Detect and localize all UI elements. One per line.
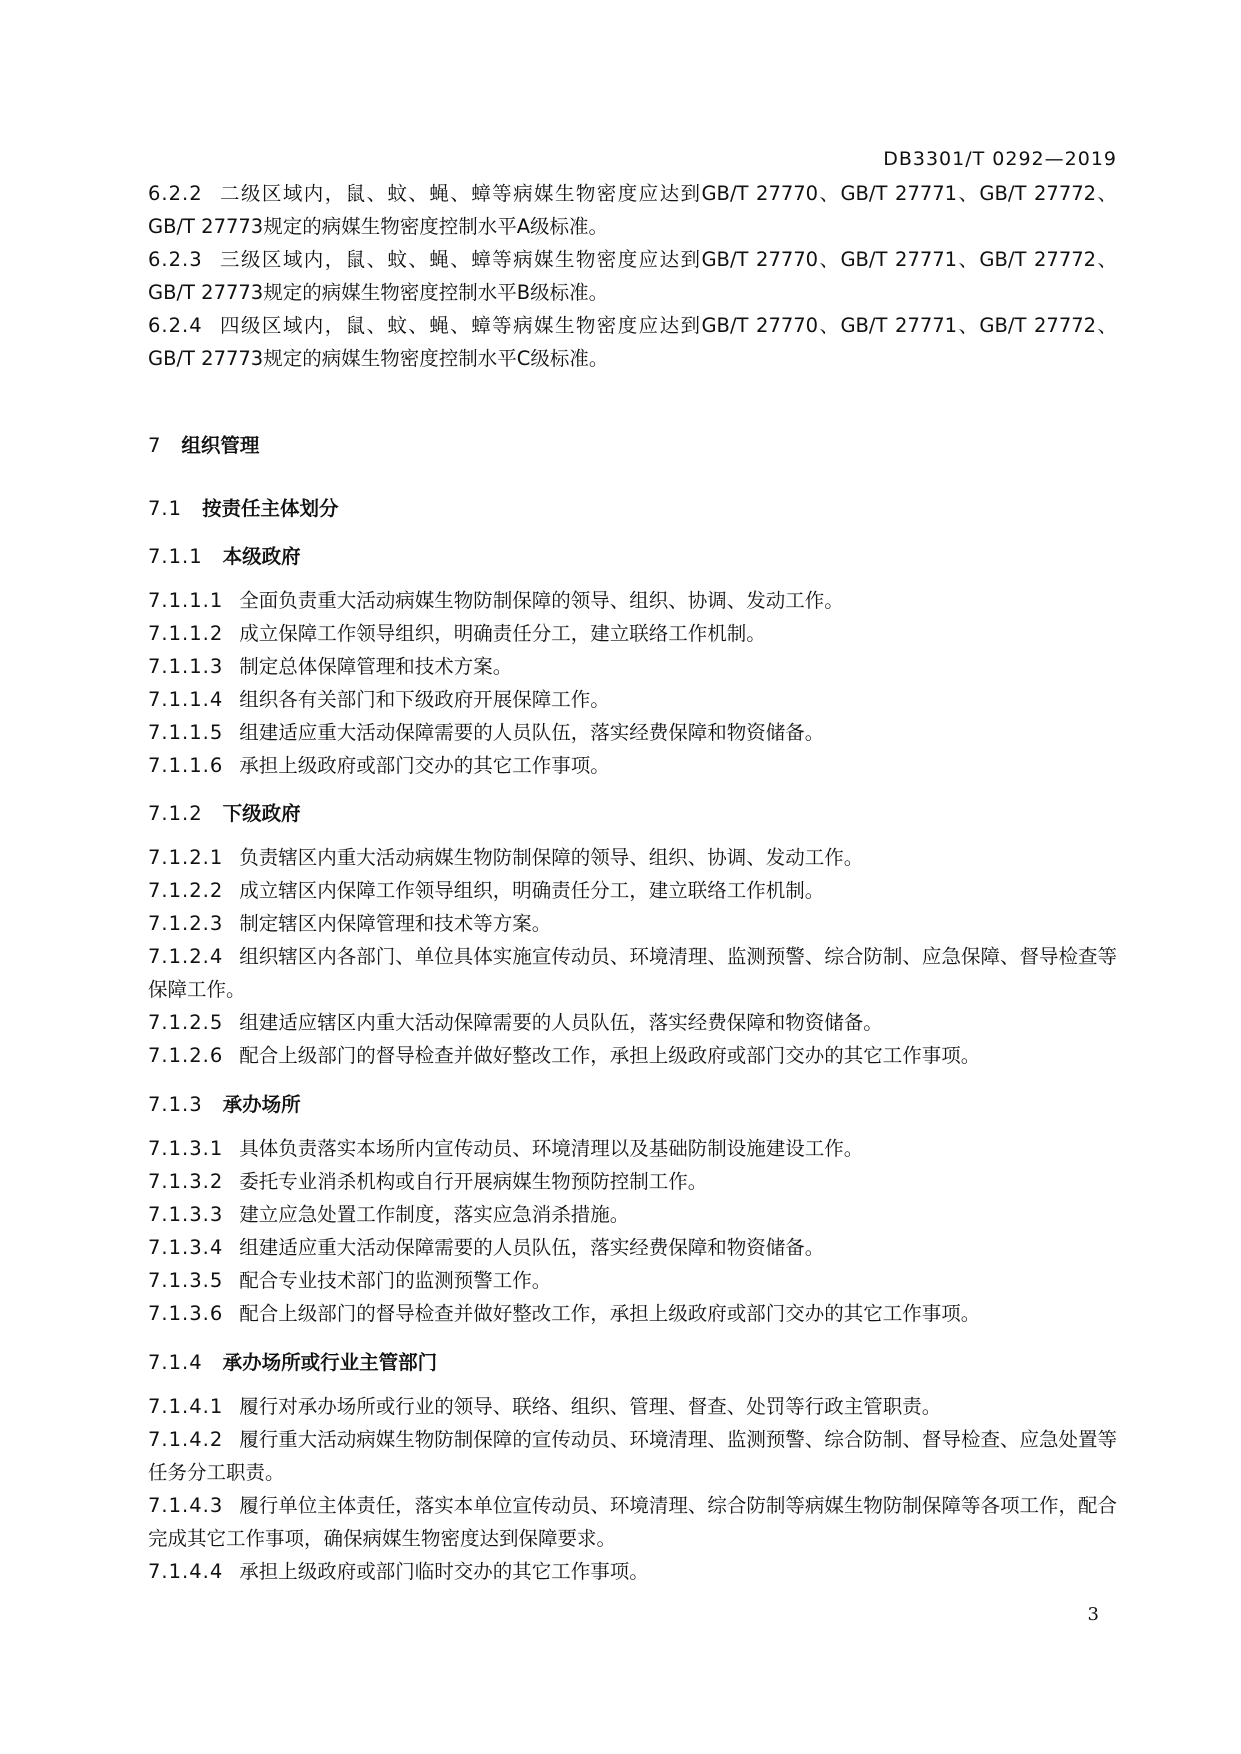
clause-text: 三级区域内，鼠、蚊、蝇、蟑等病媒生物密度应达到GB/T 27770、GB/T 27771、GB/T 27772、GB/T 27773规定的病媒生物密度控制水平B级标准。 [148,248,1117,304]
standard-code: DB3301/T 0292—2019 [883,148,1117,170]
clause-7-1-2-1 [148,842,1117,875]
clause-text: 配合上级部门的督导检查并做好整改工作，承担上级政府或部门交办的其它工作事项。 [239,1302,981,1325]
section-7-1-4-heading [148,1347,437,1375]
clause-6-2-4 [148,310,1117,375]
clause-7-1-3-4 [148,1232,1117,1265]
section-7-1-1-heading [148,541,301,569]
clause-text: 组织各有关部门和下级政府开展保障工作。 [239,688,610,711]
clause-6-2-3 [148,244,1117,309]
clause-7-1-1-2 [148,618,1117,651]
clause-text: 二级区域内，鼠、蚊、蝇、蟑等病媒生物密度应达到GB/T 27770、GB/T 27771、GB/T 27772、GB/T 27773规定的病媒生物密度控制水平A级标准。 [148,182,1117,238]
clause-number: 7.1.4.4 [148,1560,224,1583]
section-number: 7.1.1 [148,545,203,568]
section-number: 7.1.4 [148,1351,203,1374]
section-title: 承办场所或行业主管部门 [222,1351,438,1374]
clause-text: 四级区域内，鼠、蚊、蝇、蟑等病媒生物密度应达到GB/T 27770、GB/T 27771、GB/T 27772、GB/T 27773规定的病媒生物密度控制水平C级标准。 [148,314,1117,370]
clause-7-1-3-1 [148,1133,1117,1166]
section-7-1-3-heading [148,1089,301,1117]
clause-number: 7.1.2.4 [148,945,224,968]
section-title: 按责任主体划分 [202,497,339,520]
section-number: 7 [148,434,162,457]
clause-number: 7.1.1.5 [148,721,224,744]
clause-number: 7.1.2.2 [148,879,224,902]
clause-text: 建立应急处置工作制度，落实应急消杀措施。 [239,1203,630,1226]
clause-7-1-1-5 [148,717,1117,750]
clause-number: 7.1.1.6 [148,754,224,777]
clause-7-1-1-1 [148,585,1117,618]
clause-number: 7.1.4.3 [148,1494,224,1517]
clause-number: 7.1.3.1 [148,1137,224,1160]
clause-7-1-1-6 [148,750,1117,783]
clause-text: 承担上级政府或部门交办的其它工作事项。 [239,754,610,777]
clause-text: 负责辖区内重大活动病媒生物防制保障的领导、组织、协调、发动工作。 [239,846,864,869]
section-title: 本级政府 [222,545,301,568]
clause-number: 6.2.4 [148,314,203,337]
clause-text: 履行单位主体责任，落实本单位宣传动员、环境清理、综合防制等病媒生物防制保障等各项工作，配合完成其它工作事项，确保病媒生物密度达到保障要求。 [148,1494,1117,1550]
clause-7-1-1-4 [148,684,1117,717]
clause-text: 组建适应辖区内重大活动保障需要的人员队伍，落实经费保障和物资储备。 [239,1011,883,1034]
clause-text: 委托专业消杀机构或自行开展病媒生物预防控制工作。 [239,1170,708,1193]
section-number: 7.1 [148,497,183,520]
section-number: 7.1.3 [148,1093,203,1116]
clause-number: 7.1.2.3 [148,912,224,935]
clause-number: 7.1.1.2 [148,622,224,645]
clause-text: 履行重大活动病媒生物防制保障的宣传动员、环境清理、监测预警、综合防制、督导检查、应急处置等任务分工职责。 [148,1428,1117,1484]
clause-text: 组建适应重大活动保障需要的人员队伍，落实经费保障和物资储备。 [239,721,825,744]
clause-text: 承担上级政府或部门临时交办的其它工作事项。 [239,1560,649,1583]
clause-7-1-2-5 [148,1007,1117,1040]
section-title: 组织管理 [181,434,260,457]
clause-7-1-3-6 [148,1298,1117,1331]
section-7-1-2-heading [148,798,301,826]
clause-7-1-2-6 [148,1040,1117,1073]
clause-text: 组建适应重大活动保障需要的人员队伍，落实经费保障和物资储备。 [239,1236,825,1259]
clause-6-2-2 [148,178,1117,243]
clause-number: 7.1.3.4 [148,1236,224,1259]
clause-text: 成立辖区内保障工作领导组织，明确责任分工，建立联络工作机制。 [239,879,825,902]
clause-number: 6.2.2 [148,182,203,205]
clause-text: 具体负责落实本场所内宣传动员、环境清理以及基础防制设施建设工作。 [239,1137,864,1160]
clause-number: 7.1.4.2 [148,1428,224,1451]
clause-7-1-3-3 [148,1199,1117,1232]
clause-7-1-3-2 [148,1166,1117,1199]
clause-7-1-1-3 [148,651,1117,684]
clause-text: 成立保障工作领导组织，明确责任分工，建立联络工作机制。 [239,622,766,645]
clause-number: 7.1.3.5 [148,1269,224,1292]
clause-7-1-3-5 [148,1265,1117,1298]
clause-text: 全面负责重大活动病媒生物防制保障的领导、组织、协调、发动工作。 [239,589,844,612]
clause-number: 7.1.3.2 [148,1170,224,1193]
clause-number: 7.1.2.6 [148,1044,224,1067]
section-number: 7.1.2 [148,802,203,825]
clause-number: 7.1.1.1 [148,589,224,612]
section-title: 承办场所 [222,1093,301,1116]
section-title: 下级政府 [222,802,301,825]
clause-number: 7.1.1.4 [148,688,224,711]
clause-7-1-2-2 [148,875,1117,908]
clause-number: 6.2.3 [148,248,203,271]
clause-text: 制定总体保障管理和技术方案。 [239,655,513,678]
clause-7-1-4-1 [148,1391,1117,1424]
clause-text: 配合专业技术部门的监测预警工作。 [239,1269,552,1292]
clause-number: 7.1.4.1 [148,1395,224,1418]
clause-number: 7.1.3.6 [148,1302,224,1325]
section-7-heading [148,430,259,458]
clause-7-1-2-4 [148,941,1117,1006]
clause-number: 7.1.1.3 [148,655,224,678]
clause-text: 组织辖区内各部门、单位具体实施宣传动员、环境清理、监测预警、综合防制、应急保障、督导检查等保障工作。 [148,945,1117,1001]
clause-number: 7.1.2.5 [148,1011,224,1034]
clause-text: 制定辖区内保障管理和技术等方案。 [239,912,552,935]
clause-text: 配合上级部门的督导检查并做好整改工作，承担上级政府或部门交办的其它工作事项。 [239,1044,981,1067]
clause-7-1-4-4 [148,1556,1117,1589]
clause-7-1-4-2 [148,1424,1117,1489]
section-7-1-heading [148,493,339,521]
clause-number: 7.1.3.3 [148,1203,224,1226]
clause-7-1-2-3 [148,908,1117,941]
clause-text: 履行对承办场所或行业的领导、联络、组织、管理、督查、处罚等行政主管职责。 [239,1395,942,1418]
clause-7-1-4-3 [148,1490,1117,1555]
page-number: 3 [1087,1604,1099,1625]
clause-number: 7.1.2.1 [148,846,224,869]
